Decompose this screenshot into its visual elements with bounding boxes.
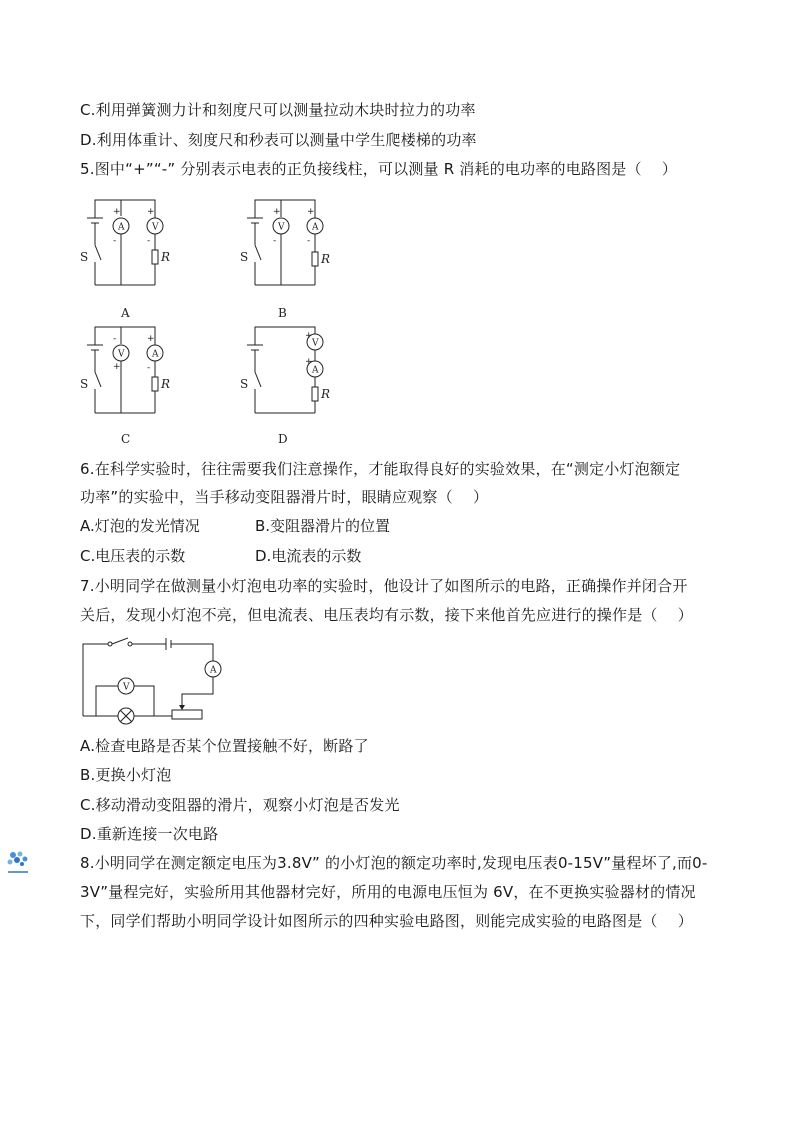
q7-stem-line2: 关后，发现小灯泡不亮，但电流表、电压表均有示数，接下来他首先应进行的操作是（ ） (80, 606, 693, 624)
svg-text:R: R (321, 252, 331, 266)
svg-text:A: A (312, 222, 319, 233)
circuit-c-diagram (75, 317, 185, 447)
svg-text:R: R (161, 250, 171, 264)
circuit-c-label: C (121, 432, 131, 446)
svg-text:A: A (210, 665, 217, 676)
q8-stem-line1: 8.小明同学在测定额定电压为3.8V” 的小灯泡的额定功率时,发现电压表0-15V”量程坏了,而0- (80, 854, 708, 872)
q6-option-c: C.电压表的示数 (80, 547, 186, 565)
svg-text:+: + (147, 207, 155, 217)
q4-option-c: C.利用弹簧测力计和刻度尺可以测量拉动木块时拉力的功率 (80, 101, 476, 119)
svg-text:S: S (240, 250, 249, 264)
svg-text:V: V (123, 682, 130, 693)
svg-text:V: V (312, 338, 319, 349)
q7-option-b: B.更换小灯泡 (80, 766, 172, 784)
q6-stem-line2: 功率”的实验中，当手移动变阻器滑片时，眼睛应观察（ ） (80, 488, 489, 506)
q7-stem-line1: 7.小明同学在做测量小灯泡电功率的实验时，他设计了如图所示的电路，正确操作并闭合开 (80, 577, 688, 595)
svg-text:S: S (240, 377, 249, 391)
switch-symbol (95, 372, 101, 387)
svg-text:-: - (113, 236, 117, 246)
q7-option-a: A.检查电路是否某个位置接触不好，断路了 (80, 737, 369, 755)
svg-text:A: A (118, 222, 125, 233)
resistor-symbol (152, 377, 158, 391)
q6-stem-line1: 6.在科学实验时，往往需要我们注意操作，才能取得良好的实验效果，在“测定小灯泡额定 (80, 460, 681, 478)
slider-arrow-icon (179, 705, 185, 710)
circuit-a-diagram (75, 190, 185, 330)
svg-text:+: + (273, 207, 281, 217)
svg-text:V: V (118, 349, 125, 360)
circuit-d-label: D (278, 432, 288, 446)
svg-text:V: V (152, 222, 159, 233)
q5-stem: 5.图中“+”“-” 分别表示电表的正负接线柱，可以测量 R 消耗的电功率的电路图是（ ） (80, 160, 678, 178)
circuit-b-diagram (235, 190, 345, 330)
q7-option-c: C.移动滑动变阻器的滑片，观察小灯泡是否发光 (80, 796, 400, 814)
svg-text:+: + (305, 331, 313, 341)
svg-text:R: R (321, 387, 331, 401)
resistor-symbol (312, 252, 318, 266)
q8-stem-line2: 3V”量程完好，实验所用其他器材完好，所用的电源电压恒为 6V，在不更换实验器材的情况 (80, 883, 696, 901)
q6-option-d: D.电流表的示数 (255, 547, 362, 565)
svg-text:V: V (278, 222, 285, 233)
publisher-logo-icon (6, 850, 30, 876)
q8-stem-line3: 下，同学们帮助小明同学设计如图所示的四种实验电路图，则能完成实验的电路图是（ ） (80, 912, 693, 930)
svg-text:S: S (80, 250, 89, 264)
resistor-symbol (152, 250, 158, 264)
circuit-d-diagram (235, 317, 345, 447)
svg-text:-: - (273, 236, 277, 246)
switch-symbol (108, 642, 112, 646)
rheostat-symbol (172, 710, 202, 719)
switch-symbol (95, 245, 101, 260)
svg-text:S: S (80, 377, 89, 391)
svg-text:-: - (113, 334, 117, 344)
svg-text:R: R (161, 377, 171, 391)
svg-text:+: + (307, 207, 315, 217)
svg-text:-: - (307, 236, 311, 246)
svg-text:+: + (113, 362, 121, 372)
q6-option-a: A.灯泡的发光情况 (80, 517, 200, 535)
q6-option-b: B.变阻器滑片的位置 (255, 517, 391, 535)
q4-option-d: D.利用体重计、刻度尺和秒表可以测量中学生爬楼梯的功率 (80, 131, 477, 149)
svg-text:+: + (113, 207, 121, 217)
resistor-symbol (312, 387, 318, 401)
q7-circuit-diagram (80, 636, 230, 726)
svg-text:+: + (147, 334, 155, 344)
circuit-b-label: B (278, 306, 287, 320)
svg-text:+: + (305, 357, 313, 367)
q7-option-d: D.重新连接一次电路 (80, 825, 219, 843)
svg-text:-: - (147, 363, 151, 373)
switch-symbol (255, 245, 261, 260)
switch-symbol (255, 372, 261, 387)
circuit-a-label: A (121, 306, 130, 320)
svg-text:A: A (152, 349, 159, 360)
svg-text:-: - (147, 236, 151, 246)
svg-text:A: A (312, 365, 319, 376)
